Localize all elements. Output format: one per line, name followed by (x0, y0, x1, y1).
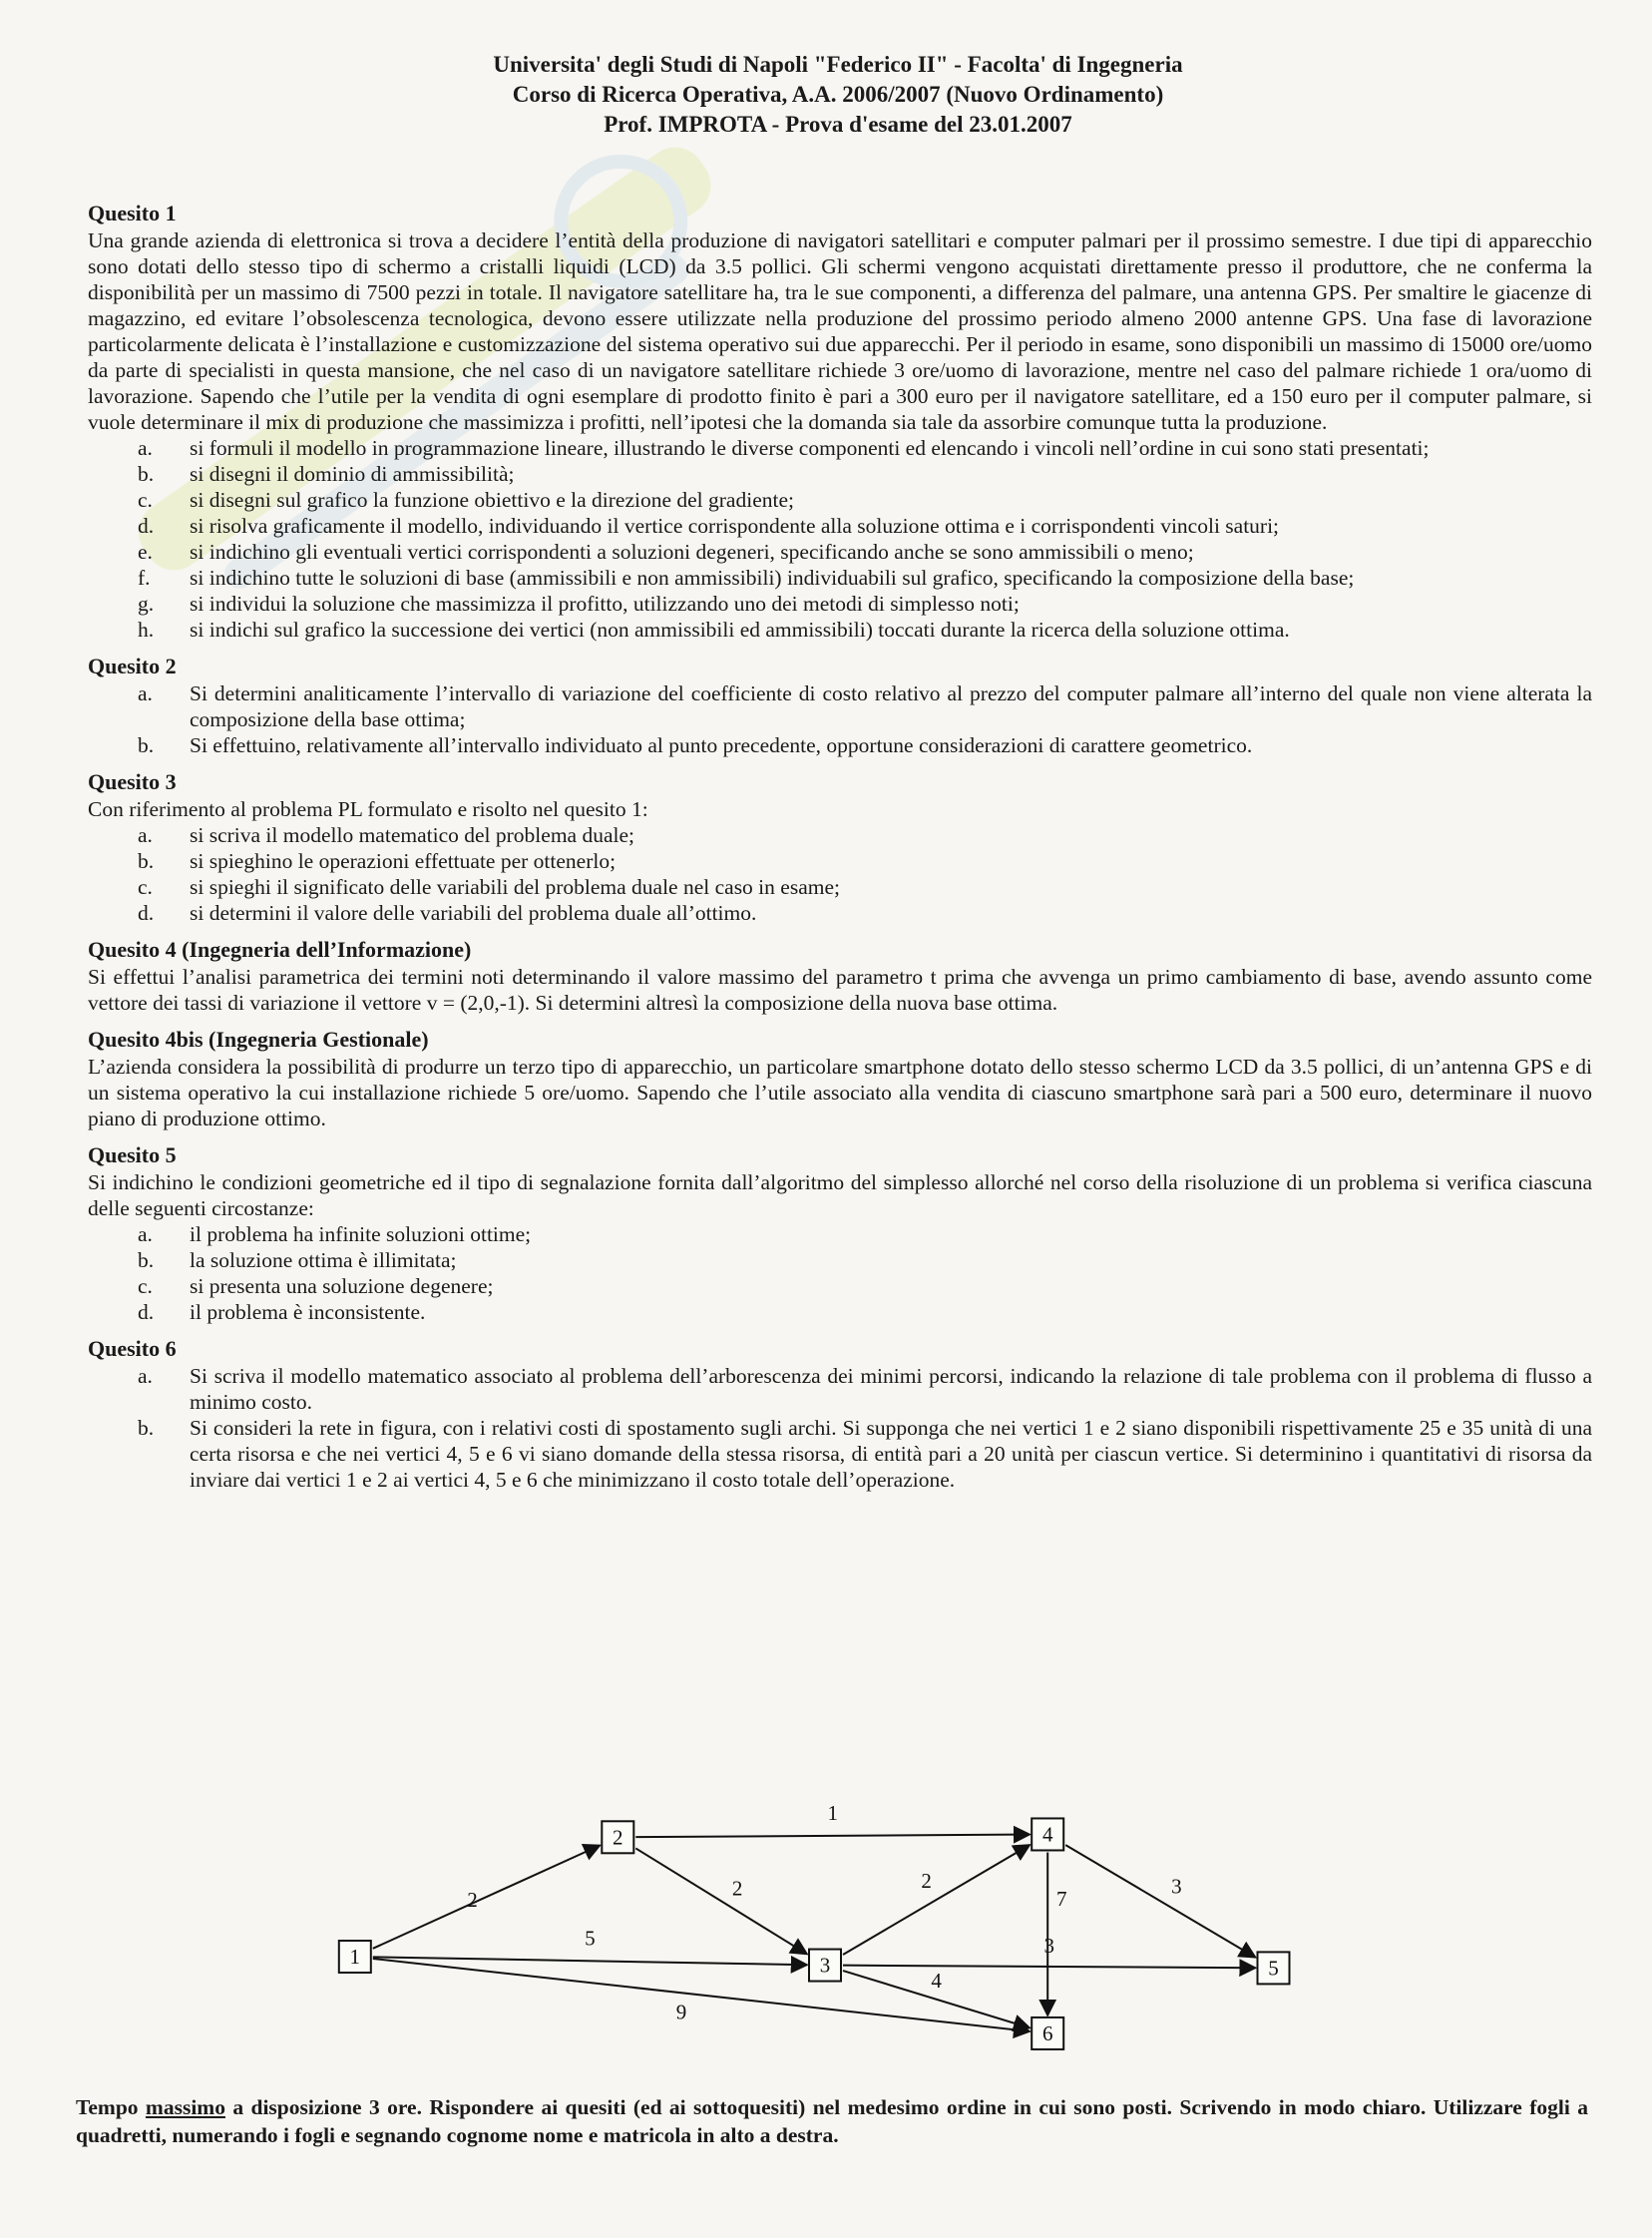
list-item: g. si individui la soluzione che massimizza il profitto, utilizzando uno dei metodi di simplesso noti; (138, 592, 1020, 616)
edge-3-4 (843, 1845, 1030, 1955)
question-6 (88, 1335, 1592, 1493)
question-5-subitems (88, 1221, 1592, 1325)
question-4bis-title: Quesito 4bis (Ingegneria Gestionale) (88, 1027, 429, 1052)
list-item: a. Si determini analiticamente l’intervallo di variazione del coefficiente di costo relativo al prezzo del computer palmare all’interno del quale non viene alterata la composizione della base ottima; (138, 681, 1592, 731)
list-item: b. si spieghino le operazioni effettuate per ottenerlo; (138, 849, 617, 873)
question-4 (88, 936, 1592, 1016)
edge-1-3 (373, 1957, 807, 1965)
node-6 (1032, 2017, 1063, 2049)
question-6-title: Quesito 6 (88, 1336, 177, 1361)
question-2-title: Quesito 2 (88, 654, 177, 678)
list-item: c. si spieghi il significato delle variabili del problema duale nel caso in esame; (138, 875, 840, 899)
list-item: a. si scriva il modello matematico del problema duale; (138, 823, 634, 847)
node-2 (602, 1821, 633, 1853)
edge-2-3 (635, 1848, 807, 1954)
header-professor-date: Prof. IMPROTA - Prova d'esame del 23.01.2007 (604, 112, 1072, 137)
node-label: 1 (349, 1945, 361, 1969)
node-5 (1258, 1952, 1290, 1984)
edge-2-4 (635, 1835, 1030, 1838)
edge-4-5 (1065, 1845, 1255, 1958)
question-3-subitems (88, 822, 1592, 926)
edge-cost-label: 1 (827, 1800, 838, 1825)
node-label: 6 (1041, 2020, 1053, 2045)
question-3 (88, 768, 1592, 926)
question-4-text: Si effettui l’analisi parametrica dei termini noti determinando il valore massimo del parametro t prima che avvenga un primo cambiamento di base, avendo assunto come vettore dei tassi di variazione il vettore v = (2,0,-1). Si determini altresì la composizione della nuova base ottima. (88, 965, 1592, 1015)
list-item: f. si indichino tutte le soluzioni di base (ammissibili e non ammissibili) individuabili sul grafico, specificando la composizione della base; (138, 566, 1355, 590)
edge-1-2 (373, 1845, 601, 1951)
edge-cost-label: 9 (675, 2000, 687, 2024)
question-5 (88, 1141, 1592, 1325)
edge-cost-label: 4 (931, 1968, 942, 1993)
node-label: 5 (1268, 1956, 1279, 1981)
list-item: c. si presenta una soluzione degenere; (138, 1274, 494, 1298)
node-label: 3 (819, 1953, 831, 1978)
network-edge-labels (467, 1801, 1181, 2024)
question-2 (88, 653, 1592, 758)
question-4-title: Quesito 4 (Ingegneria dell’Informazione) (88, 937, 472, 962)
list-item: c. si disegni sul grafico la funzione obiettivo e la direzione del gradiente; (138, 488, 794, 512)
node-label: 2 (613, 1825, 623, 1850)
question-6-subitems (88, 1363, 1592, 1493)
exam-header (299, 50, 1377, 140)
list-item: h. si indichi sul grafico la successione dei vertici (non ammissibili ed ammissibili) toccati durante la ricerca della soluzione ottima. (138, 618, 1290, 642)
edge-cost-label: 7 (1055, 1887, 1067, 1912)
question-1-text: Una grande azienda di elettronica si trova a decidere l’entità della produzione di navigatori satellitari e computer palmari per il prossimo semestre. I due tipi di apparecchio sono dotati dello stesso tipo di schermo a cristalli liquidi (LCD) da 3.5 pollici. Gli schermi vengono acquistati direttamente presso il produttore, che ne conferma la disponibilità per un massimo di 7500 pezzi in totale. Il navigatore satellitare ha, tra le sue componenti, a differenza del palmare, una antenna GPS. Per smaltire le giacenze di magazzino, ed evitare l’obsolescenza tecnologica, devono essere utilizzate nella produzione del prossimo periodo almeno 2000 antenne GPS. Una fase di lavorazione particolarmente delicata è l’installazione e customizzazione del sistema operativo sui due apparecchi. Per il periodo in esame, sono disponibili un massimo di 15000 ore/uomo da parte di specialisti in questa mansione, che nel caso di un navigatore satellitare richiede 3 ore/uomo di lavorazione, mentre nel caso del palmare richiede 1 ora/uomo di lavorazione. Sapendo che l’utile per la vendita di ogni esemplare di prodotto finito è pari a 300 euro per il navigatore satellitare, ed a 150 euro per il computer palmare, si vuole determinare il mix di produzione che massimizza i profitti, nell’ipotesi che la domanda sia tale da assorbire comunque tutta la produzione. (88, 228, 1592, 434)
question-1 (88, 200, 1592, 643)
question-1-subitems (88, 435, 1592, 643)
network-edges (373, 1835, 1256, 2031)
node-3 (809, 1950, 841, 1982)
edge-cost-label: 2 (731, 1876, 743, 1901)
list-item: b. la soluzione ottima è illimitata; (138, 1248, 457, 1272)
edge-cost-label: 2 (921, 1869, 932, 1893)
node-label: 4 (1041, 1822, 1053, 1847)
network-diagram (299, 1786, 1307, 2085)
list-item: a. il problema ha infinite soluzioni ottime; (138, 1222, 532, 1246)
list-item: b. si disegni il dominio di ammissibilità; (138, 462, 515, 486)
list-item: d. si determini il valore delle variabili del problema duale all’ottimo. (138, 901, 757, 925)
list-item: b. Si consideri la rete in figura, con i relativi costi di spostamento sugli archi. Si supponga che nei vertici 1 e 2 siano disponibili rispettivamente 25 e 35 unità di una certa risorsa e che nei vertici 4, 5 e 6 vi siano domande della stessa risorsa, di entità pari a 20 unità per ciascun vertice. Si determinino i quantitativi di risorsa da inviare dai vertici 1 e 2 ai vertici 4, 5 e 6 che minimizzano il costo totale dell’operazione. (138, 1416, 1592, 1492)
list-item: d. il problema è inconsistente. (138, 1300, 426, 1324)
underlined-word: massimo (145, 2095, 225, 2119)
question-2-subitems (88, 680, 1592, 758)
question-5-text: Si indichino le condizioni geometriche ed il tipo di segnalazione fornita dall’algoritmo del simplesso allorché nel corso della risoluzione di un problema si verifica ciascuna delle seguenti circostanze: (88, 1170, 1592, 1220)
node-1 (339, 1941, 371, 1973)
edge-cost-label: 3 (1171, 1874, 1182, 1899)
edge-cost-label: 5 (585, 1926, 596, 1951)
question-3-text: Con riferimento al problema PL formulato e risolto nel quesito 1: (88, 797, 648, 821)
exam-questions (88, 190, 1592, 1497)
question-1-title: Quesito 1 (88, 201, 177, 225)
header-course: Corso di Ricerca Operativa, A.A. 2006/2007 (Nuovo Ordinamento) (512, 82, 1164, 107)
list-item: a. si formuli il modello in programmazione lineare, illustrando le diverse componenti ed elencando i vincoli nell’ordine in cui sono stati presentati; (138, 436, 1430, 460)
list-item: a. Si scriva il modello matematico associato al problema dell’arborescenza dei minimi percorsi, indicando la relazione di tale problema con il problema di flusso a minimo costo. (138, 1364, 1592, 1414)
edge-cost-label: 3 (1043, 1933, 1054, 1958)
list-item: e. si indichino gli eventuali vertici corrispondenti a soluzioni degeneri, specificando anche se sono ammissibili o meno; (138, 540, 1194, 564)
node-4 (1032, 1818, 1063, 1850)
question-3-title: Quesito 3 (88, 769, 177, 794)
edge-3-5 (843, 1966, 1256, 1969)
list-item: d. si risolva graficamente il modello, individuando il vertice corrispondente alla soluzione ottima e i corrispondenti vincoli saturi; (138, 514, 1280, 538)
question-4bis (88, 1026, 1592, 1131)
edge-cost-label: 2 (467, 1888, 478, 1913)
network-nodes (339, 1818, 1290, 2049)
header-university: Universita' degli Studi di Napoli "Federico II" - Facolta' di Ingegneria (493, 52, 1183, 77)
list-item: b. Si effettuino, relativamente all’intervallo individuato al punto precedente, opportune considerazioni di carattere geometrico. (138, 733, 1253, 757)
exam-instructions: Tempo massimo a disposizione 3 ore. Rispondere ai quesiti (ed ai sottoquesiti) nel medesimo ordine in cui sono posti. Scrivendo in modo chiaro. Utilizzare fogli a quadretti, numerando i fogli e segnando cognome nome e matricola in alto a destra. (76, 2095, 1588, 2147)
question-5-title: Quesito 5 (88, 1142, 177, 1167)
question-4bis-text: L’azienda considera la possibilità di produrre un terzo tipo di apparecchio, un particolare smartphone dotato dello stesso schermo LCD da 3.5 pollici, di un’antenna GPS e di un sistema operativo la cui installazione richiede 5 ore/uomo. Sapendo che l’utile associato alla vendita di ciascuno smartphone sarà pari a 500 euro, determinare il nuovo piano di produzione ottimo. (88, 1055, 1592, 1130)
